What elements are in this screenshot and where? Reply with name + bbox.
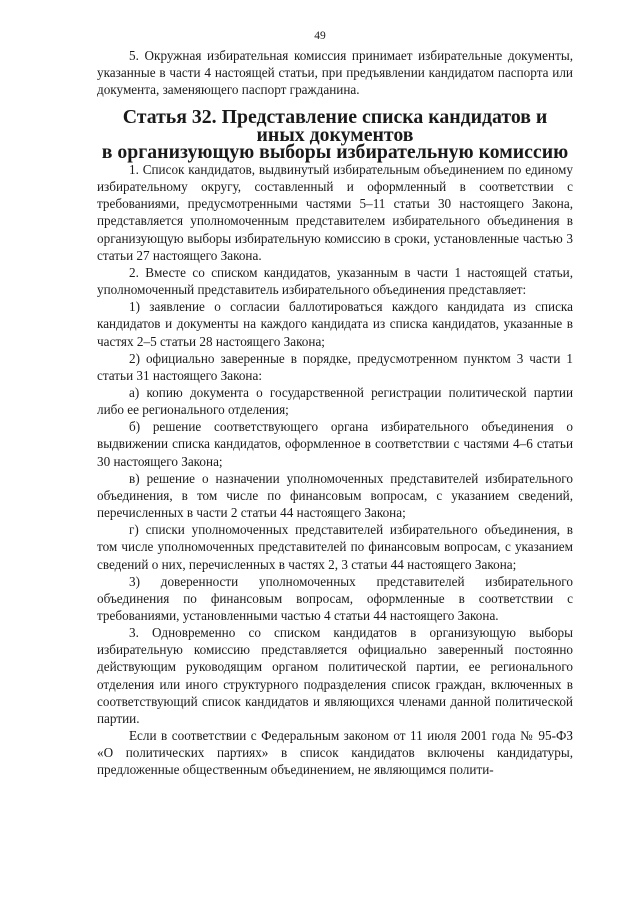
article-paragraph: 2) официально заверенные в порядке, предусмотренном пунктом 3 части 1 статьи 31 настоящего Закона: [97, 350, 573, 383]
article-paragraph: в) решение о назначении уполномоченных представителей избирательного объединения, в том числе по финансовым вопросам, с указанием сведений, перечисленных в части 2 статьи 44 настоящего Закона; [97, 470, 573, 521]
article-paragraph: 1. Список кандидатов, выдвинутый избирательным объединением по единому избирательному округу, составленный и оформленный в соответствии с требованиями, предусмотренными частями 5–11 статьи 30 настоящего Закона, представляется уполномоченным представителем избирательного объединения в организующую выборы избирательную комиссию в сроки, установленные частью 3 статьи 27 настоящего Закона. [97, 161, 573, 263]
article-paragraph: а) копию документа о государственной регистрации политической партии либо ее регионального отделения; [97, 384, 573, 418]
article-paragraph: 1) заявление о согласии баллотироваться каждого кандидата из списка кандидатов и документы на каждого кандидата из списка кандидатов, указанные в частях 2–5 статьи 28 настоящего Закона; [97, 299, 573, 349]
article-paragraph: 2. Вместе со списком кандидатов, указанным в части 1 настоящей статьи, уполномоченный представитель избирательного объединения представляет: [97, 264, 573, 298]
article-paragraph: Если в соответствии с Федеральным законом от 11 июля 2001 года № 95-ФЗ «О политических партиях» в список кандидатов включены кандидатуры, предложенные общественным объединением, не являющимся полити- [97, 728, 573, 778]
article-paragraph: б) решение соответствующего органа избирательного объединения о выдвижении списка кандидатов, оформленное в соответствии с частями 4–6 статьи 30 настоящего Закона; [97, 419, 573, 469]
article-paragraph: г) списки уполномоченных представителей избирательного объединения, в том числе уполномоченных представителей по финансовым вопросам, с указанием сведений о них, перечисленных в частях 2, 3 статьи 44 настоящего Закона; [97, 522, 573, 572]
page-number: 49 [314, 30, 326, 42]
document-body [97, 47, 573, 779]
article-paragraph: 3. Одновременно со списком кандидатов в организующую выборы избирательную комиссию представляется официально заверенный постоянно действующим руководящим органом политической партии, ее регионального отделения или иного структурного подразделения список граждан, включенных в соответствующий список кандидатов и являющихся членами данной политической партии. [97, 625, 573, 726]
article-title-line-2: в организующую выборы избирательную комиссию [101, 140, 569, 163]
article-paragraph: 3) доверенности уполномоченных представителей избирательного объединения по финансовым вопросам, оформленные в соответствии с требованиями, установленными частью 4 статьи 44 настоящего Закона. [97, 573, 573, 623]
intro-paragraph: 5. Окружная избирательная комиссия принимает избирательные документы, указанные в части 4 настоящей статьи, при предъявлении кандидатом паспорта или документа, заменяющего паспорт гражданина. [97, 48, 573, 98]
article-title [97, 106, 573, 163]
article-title-line-1: Статья 32. Представление списка кандидатов и иных документов [122, 106, 548, 146]
